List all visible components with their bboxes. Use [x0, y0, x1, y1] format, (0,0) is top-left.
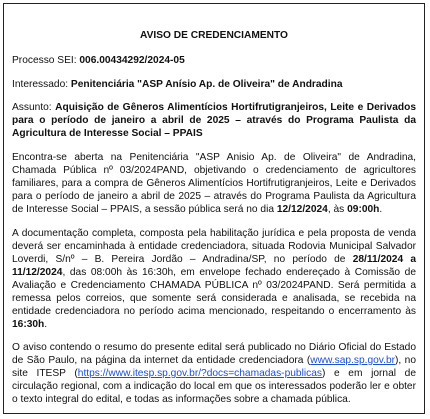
opening-end: . — [379, 204, 383, 215]
opening-text: Encontra-se aberta na Penitenciária "ASP Anisio Ap. de Oliveira" de Andradina, Chamada Pública nº 03/2024PAND, objetivando o credenciamento de agricultores familiares, para a compra de Gêneros Alimentícios Hortifrutigranjeiros, Leite e Derivados para o período de janeiro a abril de 2025 – através do Programa Paulista da Agricultura de Interesse Social – PPAIS, a sessão pública será no dia — [12, 152, 416, 215]
closing-time: 16:30h — [12, 319, 45, 330]
interessado-value: Penitenciária "ASP Anísio Ap. de Oliveira" de Andradina — [70, 79, 343, 90]
interessado-label: Interessado: — [12, 79, 71, 90]
assunto-value: Aquisição de Gêneros Alimentícios Hortifrutigranjeiros, Leite e Derivados para o período de janeiro a abril de 2025 – através do Programa Paulista da Agricultura de Interesse Social – PPAIS — [12, 102, 416, 139]
publication-text-a: O aviso contendo o resumo do presente edital será publicado no Diário Oficial do Estado de São Paulo, na página da internet da entidade credenciadora ( — [12, 342, 416, 366]
interessado-line — [12, 78, 416, 91]
document-title: AVISO DE CREDENCIAMENTO — [140, 30, 288, 41]
documentation-paragraph — [12, 227, 416, 331]
processo-label: Processo SEI: — [12, 55, 80, 66]
session-date: 12/12/2024 — [276, 204, 328, 215]
assunto-paragraph — [12, 101, 416, 140]
documentation-text-a: A documentação completa, composta pela habilitação jurídica e pela proposta de venda deverá ser encaminhada à entidade credenciadora, situada Rodovia Municipal Salvador Loverdi, S/nº – B. Pereira Jordão – Andradina/SP, no período de — [12, 228, 416, 265]
publication-paragraph — [12, 341, 416, 406]
sap-website-link[interactable]: www.sap.sp.gov.br — [310, 355, 396, 366]
submission-period: 28/11/2024 a 11/12/2024 — [12, 254, 417, 278]
publication-text-c: ) e em jornal de circulação regional, com a indicação do local em que os interessados poderão ler e obter o texto integral do edital, e todas as informações sobre a chamada pública. — [12, 368, 416, 405]
notice-document — [3, 3, 425, 414]
documentation-text-b: , das 08:00h às 16:30h, em envelope fechado endereçado à Comissão de Avaliação e Credenciamento CHAMADA PÚBLICA nº 03/2024PAND. Será permitida a remessa pelos correios, que somente será considerada e analisada, se recebida na entidade credenciadora no período acima mencionado, respeitando o encerramento às — [12, 267, 416, 317]
itesp-website-link[interactable]: https://www.itesp.sp.gov.br/?docs=chamadas-publicas — [77, 368, 322, 379]
documentation-end: . — [44, 319, 48, 330]
publication-text-b: ), no site ITESP ( — [12, 355, 417, 379]
opening-mid: , às — [327, 204, 348, 215]
opening-paragraph — [12, 151, 416, 216]
processo-line — [12, 54, 416, 67]
assunto-label: Assunto: — [12, 102, 56, 113]
session-time: 09:00h — [347, 204, 380, 215]
processo-number: 006.00434292/2024-05 — [79, 55, 185, 66]
